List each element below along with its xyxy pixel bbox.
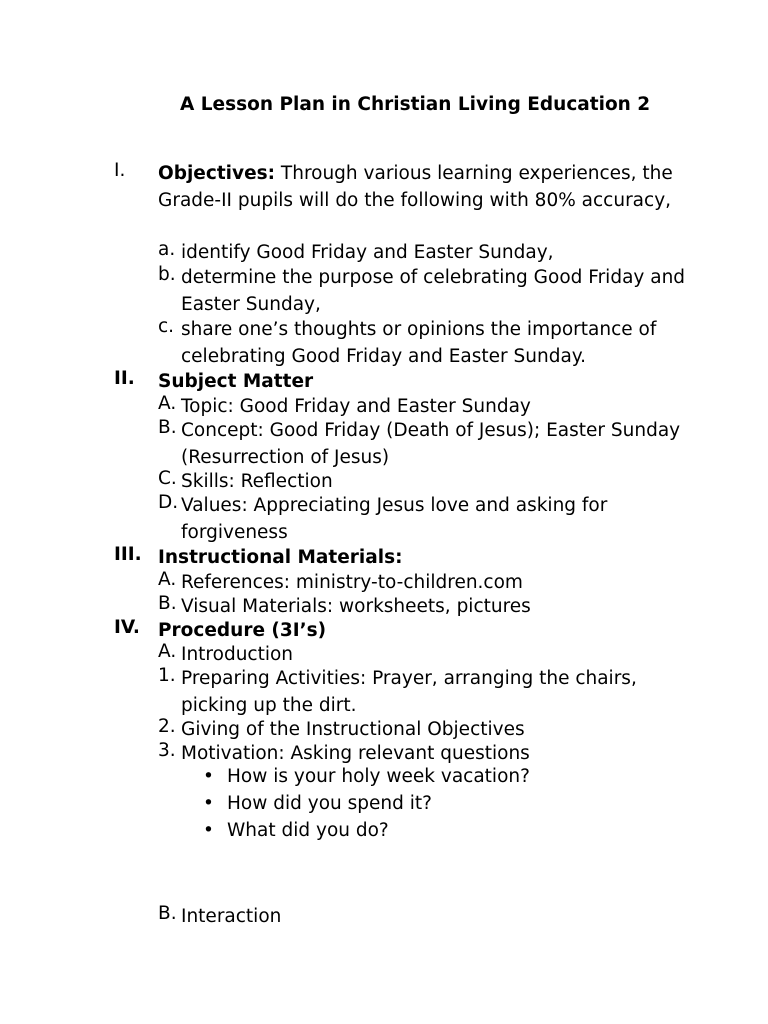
list-marker: B. (158, 903, 177, 924)
section-numeral: I. (114, 160, 126, 181)
section-numeral: IV. (114, 617, 140, 638)
section-body (158, 160, 698, 214)
bullet-text: What did you do? (227, 820, 389, 841)
list-text: Concept: Good Friday (Death of Jesus); Easter Sunday (Resurrection of Jesus) (181, 420, 681, 468)
list-text: References: ministry-to-children.com (181, 572, 523, 593)
list-text: Giving of the Instructional Objectives (181, 719, 525, 740)
list-marker: A. (158, 641, 177, 662)
list-marker: a. (158, 239, 176, 260)
section-heading: Instructional Materials: (158, 547, 403, 568)
list-marker: 1. (158, 665, 176, 686)
list-marker: A. (158, 393, 177, 414)
list-marker: B. (158, 593, 177, 614)
list-text: Values: Appreciating Jesus love and asking for forgiveness (181, 495, 608, 543)
list-text: determine the purpose of celebrating Good Friday and Easter Sunday, (181, 267, 686, 315)
list-marker: B. (158, 417, 177, 438)
section-numeral: III. (114, 544, 142, 565)
list-text: Preparing Activities: Prayer, arranging the chairs, picking up the dirt. (181, 668, 637, 716)
list-marker: b. (158, 264, 176, 285)
list-marker: 2. (158, 716, 176, 737)
list-marker: D. (158, 492, 179, 513)
list-text: Motivation: Asking relevant questions (181, 743, 530, 764)
list-marker: c. (158, 316, 175, 337)
list-marker: 3. (158, 740, 176, 761)
section-heading: Objectives: (158, 163, 276, 184)
list-text: share one’s thoughts or opinions the importance of celebrating Good Friday and Easter Sunday. (181, 319, 657, 367)
list-text: Visual Materials: worksheets, pictures (181, 596, 531, 617)
list-text: Introduction (181, 644, 294, 665)
bullet-icon: • (203, 820, 214, 841)
section-numeral: II. (114, 368, 135, 389)
section-heading: Procedure (3I’s) (158, 620, 327, 641)
section-intro: Through various learning experiences, the Grade-II pupils will do the following with 80% accuracy, (158, 163, 673, 211)
list-text: Interaction (181, 906, 282, 927)
list-text: Topic: Good Friday and Easter Sunday (181, 396, 531, 417)
section-heading: Subject Matter (158, 371, 314, 392)
list-marker: A. (158, 569, 177, 590)
bullet-text: How did you spend it? (227, 793, 432, 814)
bullet-icon: • (203, 793, 214, 814)
bullet-text: How is your holy week vacation? (227, 766, 530, 787)
list-text: identify Good Friday and Easter Sunday, (181, 242, 554, 263)
bullet-icon: • (203, 766, 214, 787)
document-title: A Lesson Plan in Christian Living Education 2 (180, 94, 651, 115)
list-marker: C. (158, 468, 177, 489)
list-text: Skills: Reflection (181, 471, 333, 492)
